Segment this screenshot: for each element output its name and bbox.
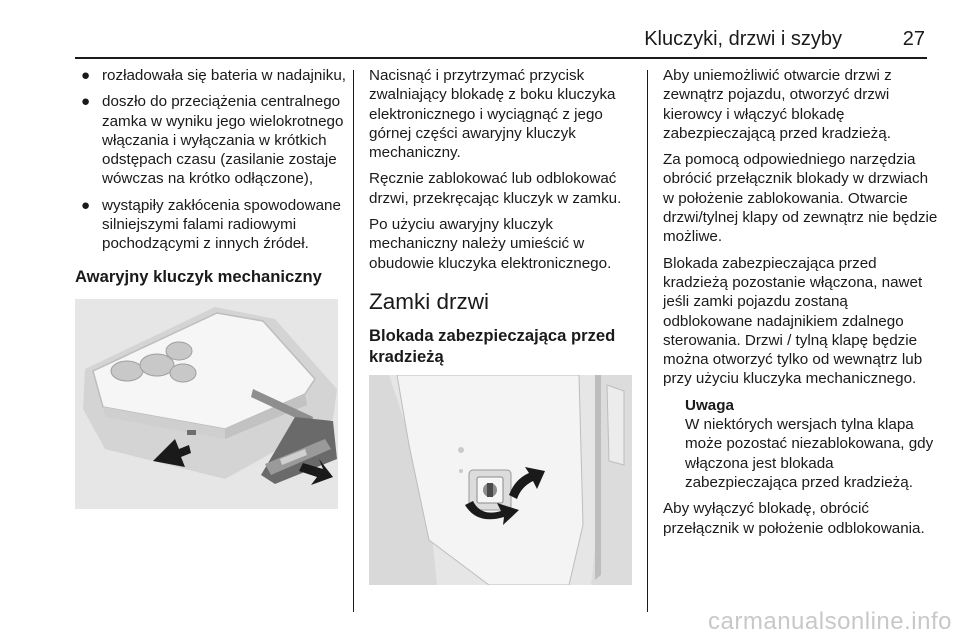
list-item: ● doszło do przeciążenia centralnego zamka w wyniku jego wielokrotnego włączania i wyłączania w krótkich odstępach czasu (zasilanie zostaje wówczas na krótko odłączone), — [81, 93, 344, 188]
bullet-list — [75, 66, 350, 254]
left-column — [75, 66, 350, 509]
paragraph: Aby wyłączyć blokadę, obrócić przełącznik w położenie odblokowania. — [663, 500, 925, 537]
watermark: carmanualsonline.info — [708, 608, 952, 635]
right-column — [663, 66, 938, 545]
column-divider-2 — [647, 70, 648, 612]
paragraph: Po użyciu awaryjny kluczyk mechaniczny należy umieścić w obudowie kluczyka elektronicznego. — [369, 216, 612, 272]
paragraph: Ręcznie zablokować lub odblokować drzwi, przekręcając kluczyk w zamku. — [369, 170, 622, 207]
list-item: ● wystąpiły zakłócenia spowodowane silniejszymi falami radiowymi pochodzącymi z innych źródeł. — [81, 196, 341, 253]
subsection-heading-antitheft: Blokada zabezpieczająca przed kradzieżą — [369, 325, 616, 366]
key-illustration — [75, 299, 338, 509]
header-title: Kluczyki, drzwi i szyby — [644, 28, 842, 50]
paragraph: Aby uniemożliwić otwarcie drzwi z zewnątrz pojazdu, otworzyć drzwi kierowcy i włączyć blokadę zabezpieczającą przed kradzieżą. — [663, 67, 892, 142]
note-box — [663, 396, 938, 492]
note-text: W niektórych wersjach tylna klapa może pozostać niezablokowana, gdy włączona jest blokada zabezpieczająca przed kradzieżą. — [685, 416, 934, 491]
list-item: ● rozładowała się bateria w nadajniku, — [81, 67, 346, 84]
header-rule — [75, 57, 927, 59]
paragraph: Za pomocą odpowiedniego narzędzia obrócić przełącznik blokady w drzwiach w położenie zablokowania. Otwarcie drzwi/tylnej klapy od zewnątrz nie będzie możliwe. — [663, 151, 938, 246]
door-lock-illustration — [369, 375, 632, 585]
column-divider-1 — [353, 70, 354, 612]
paragraph: Blokada zabezpieczająca przed kradzieżą pozostanie włączona, nawet jeśli zamki pojazdu zostaną odblokowane nadajnikiem zdalnego sterowania. Drzwi / tylną klapę będzie można otworzyć tylko od wewnątrz lub przy użyciu kluczyka mechanicznego. — [663, 254, 923, 388]
paragraph: Nacisnąć i przytrzymać przycisk zwalniający blokadę z boku kluczyka elektronicznego i wyciągnąć z jego górnej części awaryjny kluczyk mechaniczny. — [369, 67, 616, 162]
page-number: 27 — [902, 28, 925, 50]
bullet-icon: ● — [81, 196, 91, 214]
section-heading-door-locks: Zamki drzwi — [369, 288, 490, 314]
note-title: Uwaga — [685, 396, 734, 414]
bullet-icon: ● — [81, 67, 91, 84]
subheading-emergency-key: Awaryjny kluczyk mechaniczny — [75, 266, 322, 286]
middle-column — [369, 66, 644, 585]
bullet-icon: ● — [81, 93, 91, 111]
